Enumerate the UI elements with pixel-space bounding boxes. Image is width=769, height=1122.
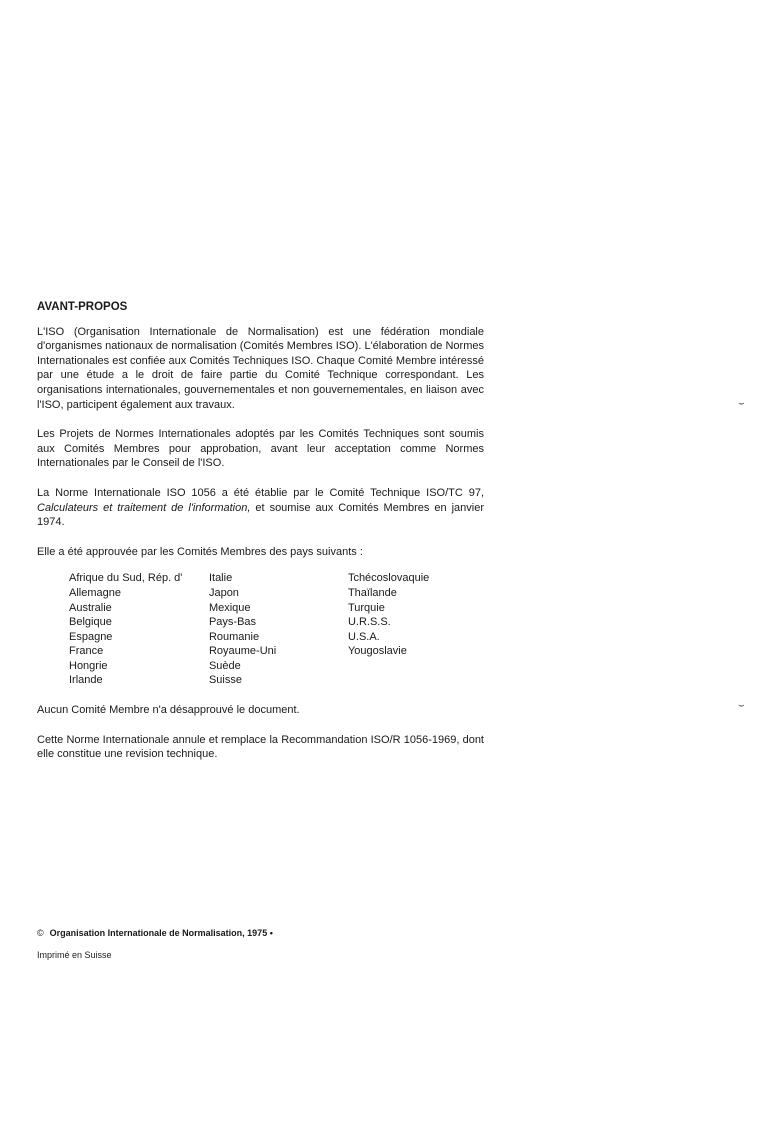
country-item: Belgique [69,616,112,629]
country-item: Allemagne [69,586,121,599]
printed-in: Imprimé en Suisse [37,950,112,960]
country-item: U.S.A. [347,630,380,643]
page-footer [37,928,273,960]
country-column-1 [69,571,209,688]
committee-title: Calculateurs et traitement de l'information, [37,501,251,514]
bullet-icon: • [269,928,273,938]
scan-mark-icon: ⌣ [738,398,745,409]
scan-mark-icon: ⌣ [738,700,745,711]
copyright-icon: © [37,928,44,938]
paragraph-standard-origin-text: La Norme Internationale ISO 1056 a été établie par le Comité Technique ISO/TC 97, [37,486,484,499]
country-list [69,571,484,688]
paragraph-draft-standards: Les Projets de Normes Internationales adoptés par les Comités Techniques sont soumis aux Comités Membres pour approbation, avant leur acceptation comme Normes Internationales par le Conseil de l'ISO. [37,428,484,470]
country-column-2 [209,571,348,688]
country-item: Espagne [69,630,113,643]
country-item: Pays-Bas [208,616,257,629]
country-item: Mexique [208,601,251,614]
paragraph-approval: Elle a été approuvée par les Comités Membres des pays suivants : [37,545,363,558]
country-item: Australie [69,601,112,614]
country-item: Yougoslavie [347,645,407,658]
country-item: Suisse [208,674,242,687]
paragraph-no-disapproval: Aucun Comité Membre n'a désapprouvé le document. [37,704,300,717]
country-item: Hongrie [69,659,108,672]
paragraph-standard-origin-text-end: et soumise aux Comités Membres en janvier 1974. [37,501,485,529]
country-item: Turquie [347,601,385,614]
country-item: Thaïlande [347,586,397,599]
country-item: U.R.S.S. [347,616,391,629]
country-item: Japon [208,586,239,599]
country-item: Royaume-Uni [208,645,277,658]
paragraph-standard-origin [37,486,484,530]
foreword-heading: AVANT-PROPOS [37,301,128,313]
country-item: Tchécoslovaquie [347,572,430,585]
country-item: Afrique du Sud, Rép. d' [69,572,183,585]
copyright-line [37,928,273,938]
paragraph-iso-intro: L'ISO (Organisation Internationale de Normalisation) est une fédération mondiale d'organismes nationaux de normalisation (Comités Membres ISO). L'élaboration de Normes Internationales est confiée aux Comités Techniques ISO. Chaque Comité Membre intéressé par une étude a le droit de faire partie du Comité Technique correspondant. Les organisations internationales, gouvernementales et non gouvernementales, en liaison avec l'ISO, participent également aux travaux. [37,325,484,411]
country-column-3 [348,571,484,688]
country-item: Roumanie [208,630,260,643]
paragraph-replacement: Cette Norme Internationale annule et remplace la Recommandation ISO/R 1056-1969, dont elle constitue une revision technique. [37,733,484,761]
foreword-section [37,300,484,762]
copyright-text: Organisation Internationale de Normalisation, 1975 [49,928,268,938]
country-item: Suède [208,659,241,672]
country-item: Irlande [69,674,103,687]
country-item: France [69,645,104,658]
country-item: Italie [208,572,233,585]
